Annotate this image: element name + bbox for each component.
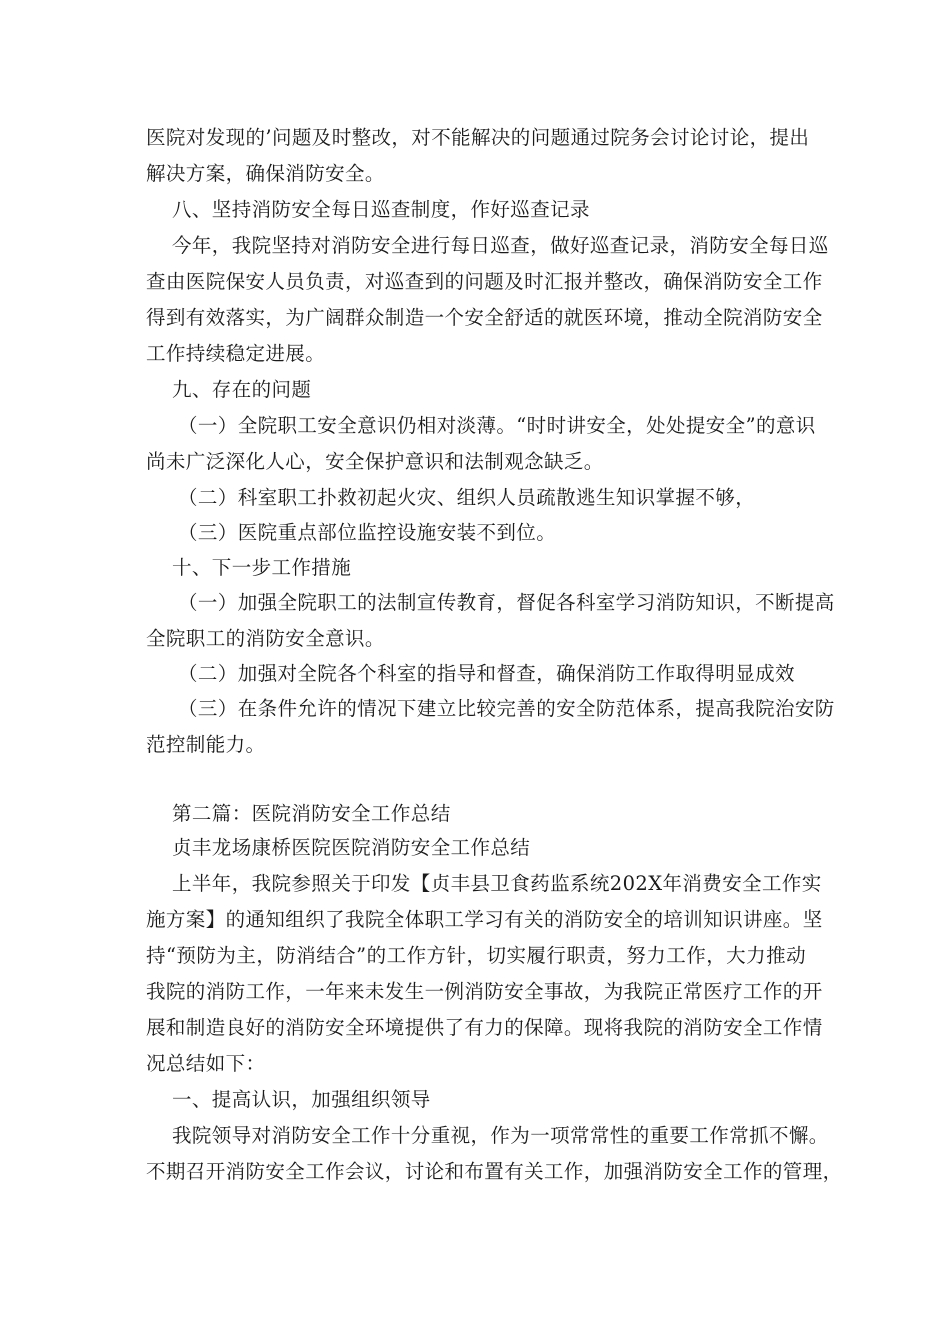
text-line: 我院领导对消防安全工作十分重视，作为一项常常性的重要工作常抓不懈。: [172, 1124, 829, 1147]
text-line: 我院的消防工作，一年来未发生一例消防安全事故，为我院正常医疗工作的开: [146, 980, 823, 1003]
text-line: （二）科室职工扑救初起火灾、组织人员疏散逃生知识掌握不够，: [178, 486, 756, 509]
text-line: （一）加强全院职工的法制宣传教育，督促各科室学习消防知识，不断提高: [178, 591, 835, 614]
section-heading: 一、提高认识，加强组织领导: [172, 1088, 431, 1111]
text-line: 况总结如下：: [146, 1052, 266, 1075]
text-line: （一）全院职工安全意识仍相对淡薄。“时时讲安全，处处提安全”的意识: [178, 414, 816, 437]
text-line: 得到有效落实，为广阔群众制造一个安全舒适的就医环境，推动全院消防安全: [146, 306, 823, 329]
text-line: 范控制能力。: [146, 733, 266, 756]
text-line: 工作持续稳定进展。: [146, 342, 326, 365]
section-heading: 十、下一步工作措施: [172, 556, 352, 579]
section-heading: 八、坚持消防安全每日巡查制度，作好巡查记录: [172, 198, 590, 221]
text-line: 解决方案，确保消防安全。: [146, 162, 385, 185]
text-line: 持“预防为主，防消结合”的工作方针，切实履行职责，努力工作，大力推动: [146, 944, 806, 967]
section-heading: 九、存在的问题: [172, 378, 312, 401]
text-line: 全院职工的消防安全意识。: [146, 627, 385, 650]
text-line: 医院对发现的’问题及时整改，对不能解决的问题通过院务会讨论讨论，提出: [146, 126, 810, 149]
text-line: 查由医院保安人员负责，对巡查到的问题及时汇报并整改，确保消防安全工作: [146, 270, 823, 293]
text-line: 今年，我院坚持对消防安全进行每日巡查，做好巡查记录，消防安全每日巡: [172, 234, 829, 257]
document-title: 贞丰龙场康桥医院医院消防安全工作总结: [172, 836, 531, 859]
text-line: 施方案】的通知组织了我院全体职工学习有关的消防安全的培训知识讲座。坚: [146, 908, 823, 931]
text-line: 尚未广泛深化人心，安全保护意识和法制观念缺乏。: [146, 450, 604, 473]
text-line: 不期召开消防安全工作会议，讨论和布置有关工作，加强消防安全工作的管理，: [146, 1160, 843, 1183]
text-line: （三）医院重点部位监控设施安装不到位。: [178, 521, 557, 544]
text-line: 展和制造良好的消防安全环境提供了有力的保障。现将我院的消防安全工作情: [146, 1016, 823, 1039]
text-line: 上半年，我院参照关于印发【贞丰县卫食药监系统202X年消费安全工作实: [172, 872, 822, 895]
text-line: （三）在条件允许的情况下建立比较完善的安全防范体系，提高我院治安防: [178, 697, 835, 720]
chapter-title: 第二篇：医院消防安全工作总结: [172, 802, 451, 825]
text-line: （二）加强对全院各个科室的指导和督查，确保消防工作取得明显成效: [178, 662, 795, 685]
